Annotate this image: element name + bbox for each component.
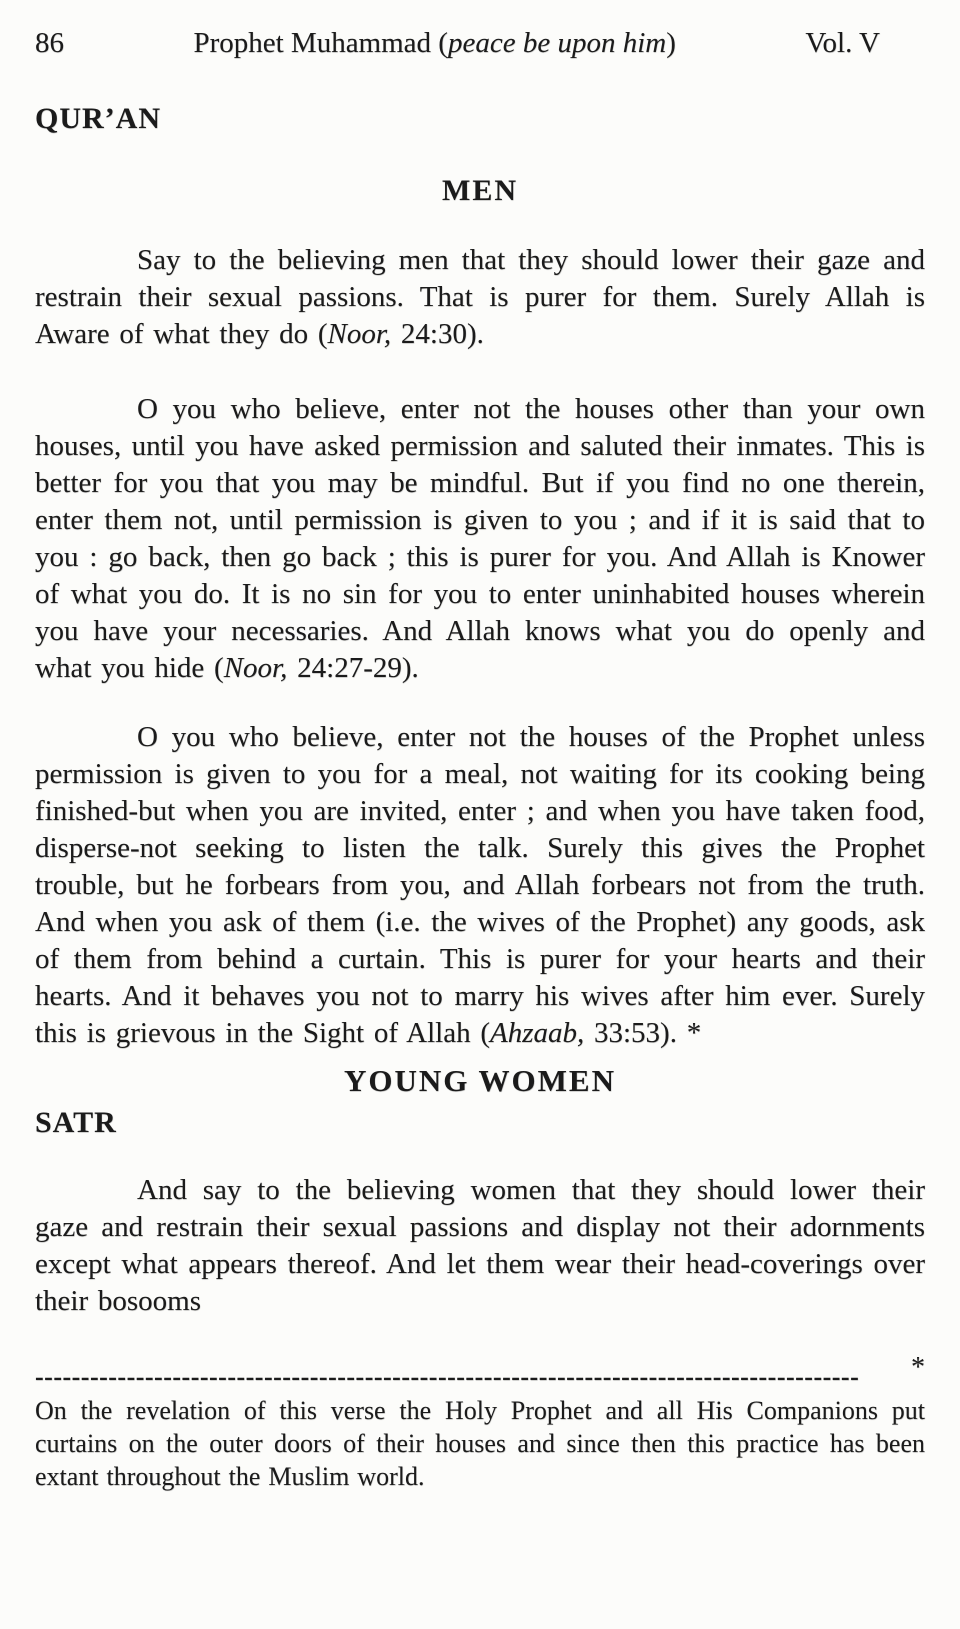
paragraph-text: Say to the believing men that they should lower their gaze and restrain their sexual passions. That is purer for them. Surely Allah is Aware of what they do (	[35, 244, 925, 350]
footnote-separator-dashes: ------------------------------------------------------------------------------------------	[35, 1366, 860, 1388]
paragraph-text: O you who believe, enter not the houses other than your own houses, until you have asked permission and saluted their inmates. This is better for you that you may be mindful. But if you find no one therein, enter them not, until permission is given to you ; and if it is said that to you : go back, then go back ; this is purer for you. And Allah is Knower of what you do. It is no sin for you to enter uninhabited houses wherein you have your necessaries. And Allah knows what you do openly and what you hide (	[35, 393, 925, 684]
surah-name-italic: Noor,	[327, 318, 392, 350]
running-title-post: )	[666, 27, 676, 59]
subsection-heading-men: MEN	[442, 174, 518, 207]
surah-name-italic: Ahzaab,	[490, 1017, 585, 1049]
verse-reference: 24:27-29).	[287, 652, 419, 684]
running-title-italic: peace be upon him	[447, 27, 667, 59]
section-heading-satr: SATR	[35, 1106, 117, 1139]
paragraph-women-verse-1: And say to the believing women that they should lower their gaze and restrain their sexual passions and display not their adornments except what appears thereof. And let them wear their head-coverings over their bosooms	[35, 1174, 925, 1317]
running-title	[64, 26, 805, 60]
section-heading-quran: QUR’AN	[35, 102, 161, 135]
page-number: 86	[35, 27, 64, 59]
volume-label: Vol. V	[805, 27, 880, 59]
surah-name-italic: Noor,	[223, 652, 288, 684]
page-header	[35, 26, 925, 60]
subsection-heading-young-women: YOUNG WOMEN	[343, 1063, 616, 1098]
verse-reference: 33:53). *	[584, 1017, 702, 1049]
paragraph-men-verse-3	[35, 719, 925, 1052]
footnote-separator	[35, 1352, 925, 1388]
running-title-pre: Prophet Muhammad (	[193, 27, 448, 59]
verse-reference: 24:30).	[391, 318, 484, 350]
footnote-text: On the revelation of this verse the Holy Prophet and all His Companions put curtains on the outer doors of their houses and since then this practice has been extant throughout the Muslim world.	[35, 1396, 925, 1491]
paragraph-text: O you who believe, enter not the houses of the Prophet unless permission is given to you for a meal, not waiting for its cooking being finished-but when you are invited, enter ; and when you have taken food, disperse-not seeking to listen the talk. Surely this gives the Prophet trouble, but he forbears from you, and Allah forbears not from the truth. And when you ask of them (i.e. the wives of the Prophet) any goods, ask of them from behind a curtain. This is purer for your hearts and their hearts. And it behaves you not to marry his wives after him ever. Surely this is grievous in the Sight of Allah (	[35, 721, 925, 1049]
paragraph-men-verse-1	[35, 242, 925, 353]
paragraph-men-verse-2	[35, 391, 925, 687]
footnote-asterisk-marker: *	[911, 1352, 925, 1383]
